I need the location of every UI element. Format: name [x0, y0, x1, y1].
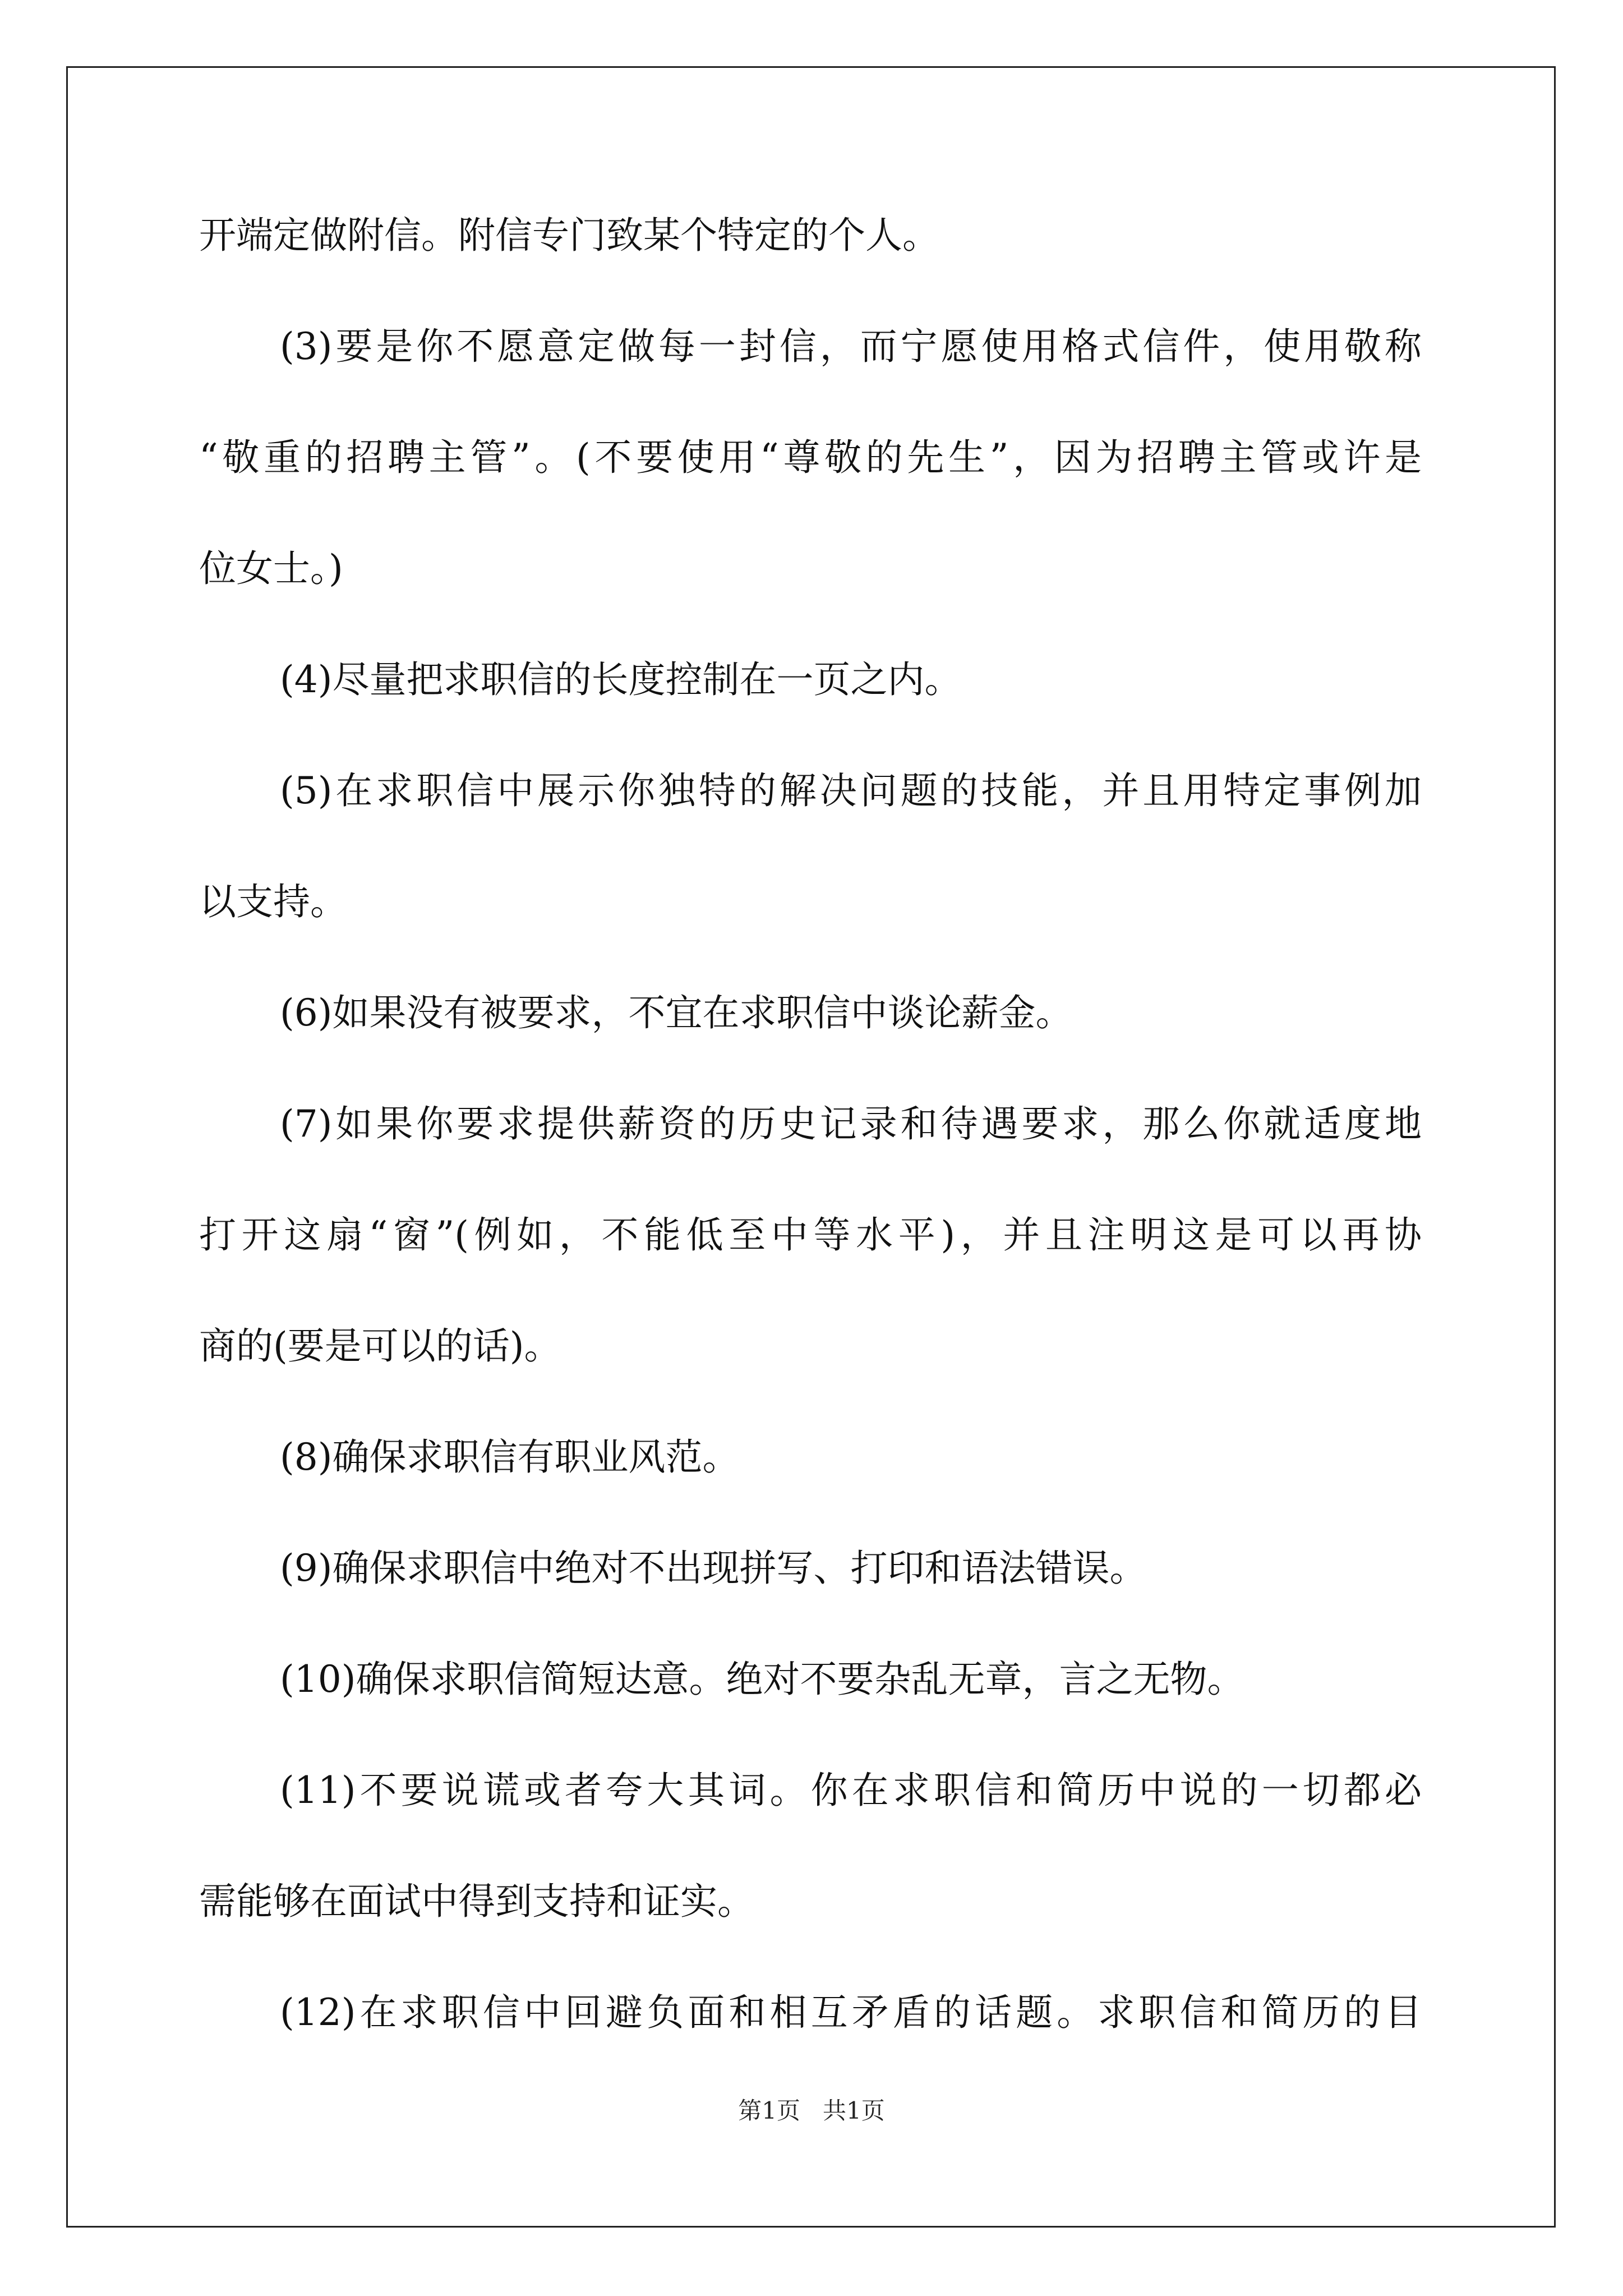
paragraph-line: 商的(要是可以的话)。 [199, 1324, 561, 1368]
paragraph-line: 打开这扇“窗”(例如，不能低至中等水平)，并且注明这是可以再协 [199, 1213, 1422, 1257]
paragraph-line: (9)确保求职信中绝对不出现拼写、打印和语法错误。 [280, 1547, 1147, 1590]
paragraph-line: (11)不要说谎或者夸大其词。你在求职信和简历中说的一切都必 [280, 1769, 1422, 1812]
paragraph-line: (5)在求职信中展示你独特的解决问题的技能，并且用特定事例加 [280, 769, 1422, 812]
page-number-footer: 第1页 共1页 [738, 2097, 885, 2124]
paragraph-line: “敬重的招聘主管”。(不要使用“尊敬的先生”，因为招聘主管或许是 [199, 436, 1422, 479]
paragraph-line: (3)要是你不愿意定做每一封信，而宁愿使用格式信件，使用敬称 [280, 325, 1422, 368]
paragraph-line: (8)确保求职信有职业风范。 [280, 1435, 740, 1479]
paragraph-line: (7)如果你要求提供薪资的历史记录和待遇要求，那么你就适度地 [280, 1102, 1422, 1145]
paragraph-line: (12)在求职信中回避负面和相互矛盾的话题。求职信和简历的目 [280, 1991, 1422, 2034]
paragraph-line: (6)如果没有被要求，不宜在求职信中谈论薪金。 [280, 991, 1073, 1034]
paragraph-line: 位女士。) [199, 547, 343, 590]
paragraph-line: (4)尽量把求职信的长度控制在一页之内。 [280, 658, 962, 701]
paragraph-line: 需能够在面试中得到支持和证实。 [199, 1880, 754, 1923]
paragraph-line: 以支持。 [199, 880, 347, 923]
paragraph-line: 开端定做附信。附信专门致某个特定的个人。 [199, 214, 939, 257]
paragraph-line: (10)确保求职信简短达意。绝对不要杂乱无章，言之无物。 [280, 1658, 1244, 1701]
